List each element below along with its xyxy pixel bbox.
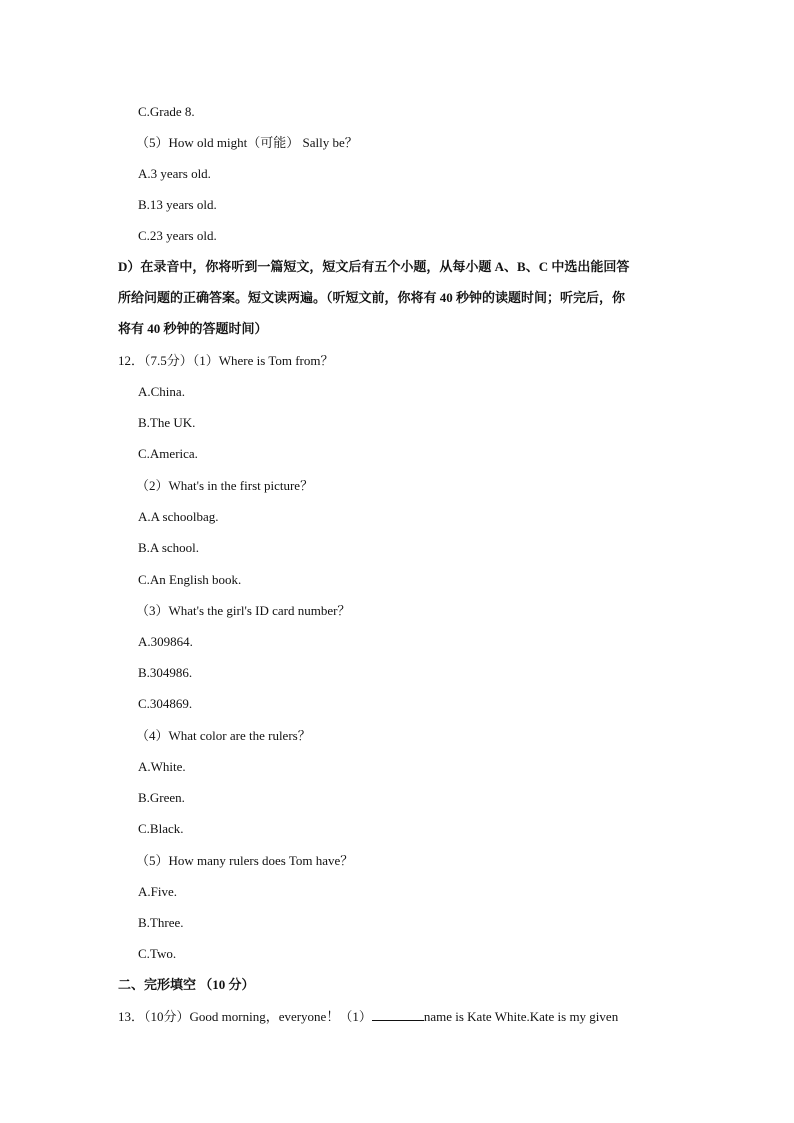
section-d-instruction-line-1: D）在录音中，你将听到一篇短文，短文后有五个小题，从每小题 A、B、C 中选出能回答 bbox=[118, 259, 630, 274]
question-13-prefix: 13．（10分）Good morning，everyone！（1） bbox=[118, 1009, 372, 1024]
option-c: C.Two. bbox=[138, 946, 177, 961]
section-2-heading: 二、完形填空 （10 分） bbox=[118, 977, 255, 992]
option-c: C.An English book. bbox=[138, 572, 242, 587]
question-12-5-label: （5）How many rulers does Tom have？ bbox=[136, 853, 354, 868]
question-12-3-label: （3）What's the girl's ID card number？ bbox=[136, 603, 351, 618]
question-5-label: （5）How old might（可能） Sally be？ bbox=[136, 135, 358, 150]
option-b: B.13 years old. bbox=[138, 197, 217, 212]
question-12-4-label: （4）What color are the rulers？ bbox=[136, 728, 311, 743]
option-b: B.Three. bbox=[138, 915, 184, 930]
question-12-label: 12．（7.5分）（1）Where is Tom from？ bbox=[118, 353, 334, 368]
option-b: B.Green. bbox=[138, 790, 185, 805]
section-d-instruction-line-2: 所给问题的正确答案。短文读两遍。（听短文前，你将有 40 秒钟的读题时间；听完后，你 bbox=[118, 290, 626, 305]
option-c: C.America. bbox=[138, 446, 198, 461]
option-c: C.23 years old. bbox=[138, 228, 217, 243]
option-c-grade: C.Grade 8. bbox=[138, 104, 195, 119]
option-c: C.Black. bbox=[138, 821, 184, 836]
option-a: A.309864. bbox=[138, 634, 193, 649]
question-13-text bbox=[118, 1008, 618, 1026]
question-12-2-label: （2）What's in the first picture？ bbox=[136, 478, 314, 493]
option-a: A.Five. bbox=[138, 884, 177, 899]
option-b: B.The UK. bbox=[138, 415, 196, 430]
option-a: A.White. bbox=[138, 759, 186, 774]
option-a: A.China. bbox=[138, 384, 185, 399]
option-b: B.304986. bbox=[138, 665, 193, 680]
option-c: C.304869. bbox=[138, 696, 193, 711]
section-d-instruction-line-3: 将有 40 秒钟的答题时间） bbox=[118, 321, 268, 336]
option-b: B.A school. bbox=[138, 540, 200, 555]
option-a: A.A schoolbag. bbox=[138, 509, 219, 524]
blank-1[interactable] bbox=[372, 1008, 424, 1021]
option-a: A.3 years old. bbox=[138, 166, 211, 181]
question-13-suffix: name is Kate White.Kate is my given bbox=[423, 1009, 619, 1024]
